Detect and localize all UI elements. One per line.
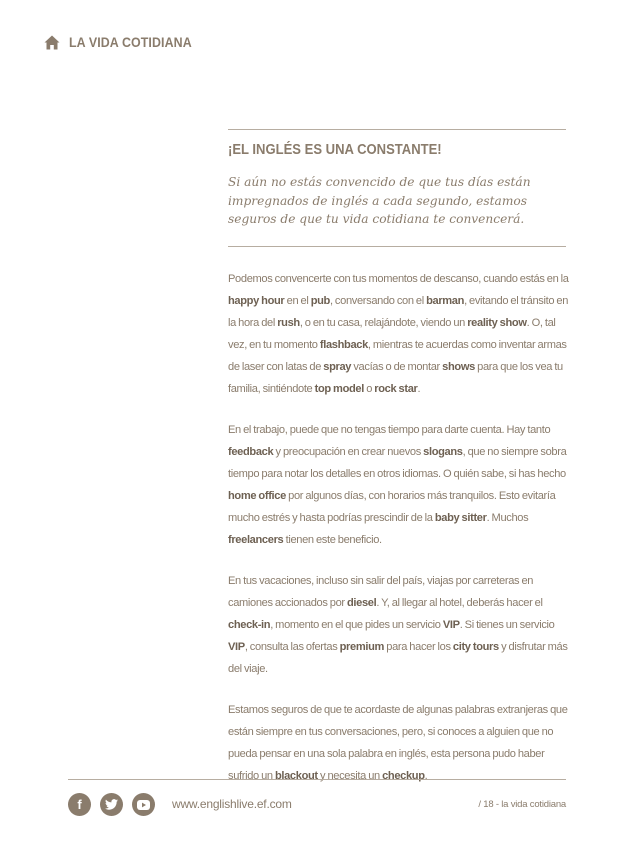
paragraph: En el trabajo, puede que no tengas tiempo para darte cuenta. Hay tanto feedback y preocupación en crear nuevos slogans, que no siempre sobra tiempo para notar los detalles en otros idiomas. O quién sabe, si has hecho home office por algunos días, con horarios más tranquilos. Esto evitaría mucho estrés y hasta podrías prescindir de la baby sitter. Muchos freelancers tienen este beneficio. [228, 424, 567, 546]
article-body [228, 268, 573, 806]
paragraph: En tus vacaciones, incluso sin salir del país, viajas por carreteras en camiones accionados por diesel. Y, al llegar al hotel, deberás hacer el check-in, momento en el que pides un servicio VIP. Si tienes un servicio VIP, consulta las ofertas premium para hacer los city tours y disfrutar más del viaje. [228, 575, 568, 675]
highlighted-term: shows [442, 361, 475, 373]
highlighted-term: slogans [423, 446, 463, 458]
paragraph: Estamos seguros de que te acordaste de algunas palabras extranjeras que están siempre en tus conversaciones, pero, si conoces a alguien que no pueda pensar en una sola palabra en inglés, esta persona pudo haber sufrido un blackout y necesita un checkup. [228, 704, 568, 782]
highlighted-term: rock star [374, 383, 418, 395]
highlighted-term: pub [310, 295, 330, 307]
footer-divider [68, 779, 566, 780]
highlighted-term: spray [323, 361, 352, 373]
highlighted-term: blackout [274, 770, 318, 782]
facebook-icon[interactable]: f [68, 793, 91, 816]
divider-top [228, 129, 566, 130]
section-intro: Si aún no estás convencido de que tus días están impregnados de inglés a cada segundo, estamos seguros de que tu vida cotidiana te convencerá. [228, 175, 531, 226]
highlighted-term: premium [339, 641, 385, 653]
highlighted-term: flashback [319, 339, 368, 351]
highlighted-term: check-in [228, 619, 271, 631]
highlighted-term: rush [277, 317, 300, 329]
highlighted-term: checkup [382, 770, 425, 782]
divider-mid [228, 246, 566, 247]
home-icon[interactable] [44, 35, 60, 50]
page-header [44, 35, 202, 50]
highlighted-term: baby sitter [434, 512, 487, 524]
highlighted-term: happy hour [228, 295, 285, 307]
highlighted-term: barman [426, 295, 465, 307]
section-title: ¡EL INGLÉS ES UNA CONSTANTE! [228, 142, 442, 158]
social-links [68, 793, 155, 816]
page-title: LA VIDA COTIDIANA [69, 35, 192, 50]
highlighted-term: VIP [228, 641, 245, 653]
highlighted-term: diesel [346, 597, 377, 609]
highlighted-term: VIP [442, 619, 460, 631]
twitter-icon[interactable] [100, 793, 123, 816]
highlighted-term: feedback [228, 446, 274, 458]
highlighted-term: home office [228, 490, 286, 502]
site-url-link[interactable]: www.englishlive.ef.com [172, 797, 292, 811]
highlighted-term: freelancers [228, 534, 284, 546]
paragraph: Podemos convencerte con tus momentos de descanso, cuando estás en la happy hour en el pub, conversando con el barman, evitando el tránsito en la hora del rush, o en tu casa, relajándote, viendo un reality show. O, tal vez, en tu momento flashback, mientras te acuerdas como inventar armas de laser con latas de spray vacías o de montar shows para que los vea tu familia, sintiéndote top model o rock star. [228, 273, 569, 395]
page-reference: / 18 - la vida cotidiana [478, 799, 566, 810]
highlighted-term: top model [314, 383, 364, 395]
youtube-icon[interactable] [132, 793, 155, 816]
highlighted-term: city tours [452, 641, 499, 653]
highlighted-term: reality show [467, 317, 527, 329]
